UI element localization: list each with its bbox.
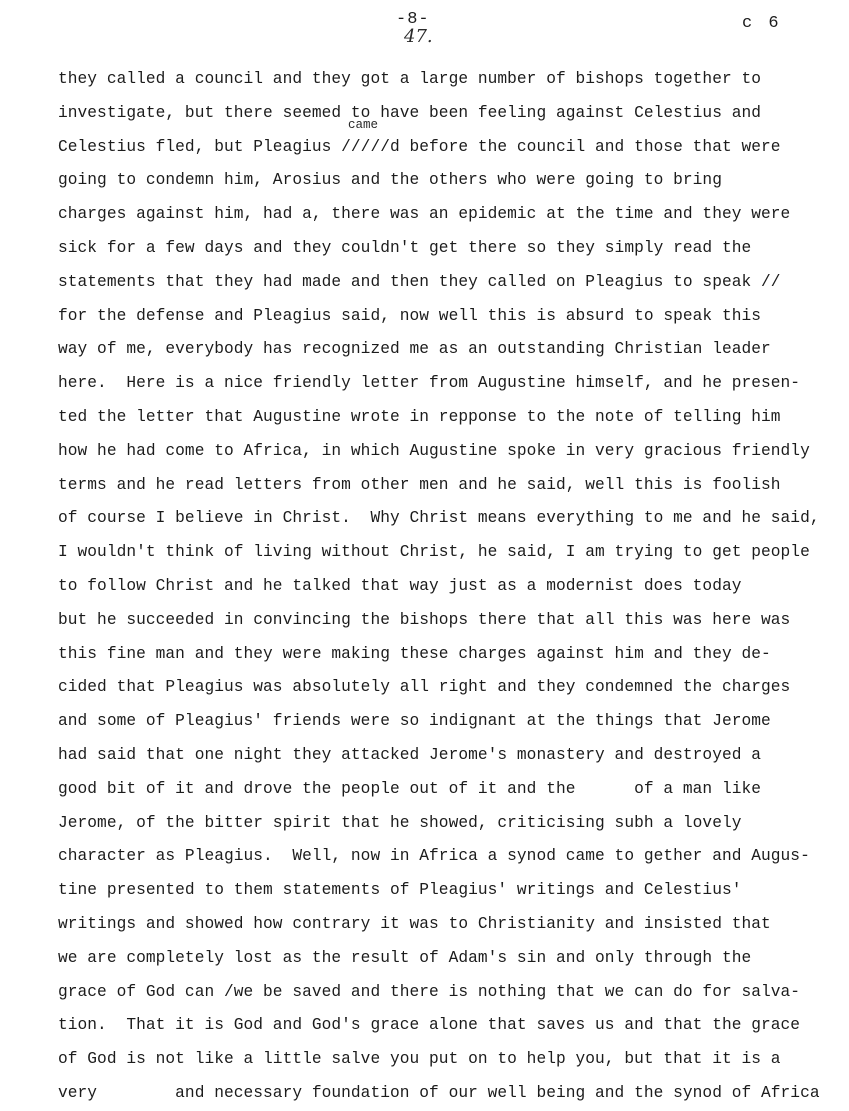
text-line: terms and he read letters from other men and he said, well this is foolish	[58, 475, 781, 494]
text-line: but he succeeded in convincing the bishops there that all this was here was	[58, 610, 791, 629]
text-line: we are completely lost as the result of Adam's sin and only through the	[58, 948, 752, 967]
text-line: Celestius fled, but Pleagius /////d before the council and those that were	[58, 137, 781, 156]
corner-mark: c 6	[742, 14, 782, 33]
interlinear-insertion: came	[348, 118, 379, 132]
text-line: tion. That it is God and God's grace alone that saves us and that the grace	[58, 1016, 801, 1035]
text-line: way of me, everybody has recognized me as an outstanding Christian leader	[58, 340, 771, 359]
text-line: to follow Christ and he talked that way just as a modernist does today	[58, 576, 742, 595]
text-line: this fine man and they were making these charges against him and they de-	[58, 644, 771, 663]
text-line: sick for a few days and they couldn't get there so they simply read the	[58, 238, 752, 257]
text-line: grace of God can /we be saved and there is nothing that we can do for salva-	[58, 982, 801, 1001]
text-line: how he had come to Africa, in which Augustine spoke in very gracious friendly	[58, 441, 810, 460]
text-line: for the defense and Pleagius said, now well this is absurd to speak this	[58, 306, 762, 325]
text-line: and some of Pleagius' friends were so indignant at the things that Jerome	[58, 712, 771, 731]
text-line: going to condemn him, Arosius and the others who were going to bring	[58, 171, 722, 190]
text-line: had said that one night they attacked Jerome's monastery and destroyed a	[58, 745, 762, 764]
text-line: very and necessary foundation of our well being and the synod of Africa	[58, 1083, 820, 1102]
text-line: tine presented to them statements of Pleagius' writings and Celestius'	[58, 881, 742, 900]
text-line: of God is not like a little salve you put on to help you, but that it is a	[58, 1050, 781, 1069]
text-line: character as Pleagius. Well, now in Africa a synod came to gether and Augus-	[58, 847, 810, 866]
page-number-typed: -8-	[396, 10, 430, 29]
text-line: I wouldn't think of living without Christ, he said, I am trying to get people	[58, 543, 810, 562]
text-line: good bit of it and drove the people out of it and the of a man like	[58, 779, 762, 798]
text-line: Jerome, of the bitter spirit that he showed, criticising subh a lovely	[58, 813, 742, 832]
text-line: investigate, but there seemed to have been feeling against Celestius and	[58, 103, 762, 122]
page-number-handwritten: 47.	[404, 26, 433, 47]
text-line: writings and showed how contrary it was to Christianity and insisted that	[58, 914, 771, 933]
text-line: they called a council and they got a large number of bishops together to	[58, 70, 762, 88]
text-line: cided that Pleagius was absolutely all right and they condemned the charges	[58, 678, 791, 697]
text-line: ted the letter that Augustine wrote in repponse to the note of telling him	[58, 407, 781, 426]
text-line: of course I believe in Christ. Why Christ means everything to me and he said,	[58, 509, 820, 528]
text-line: statements that they had made and then they called on Pleagius to speak //	[58, 272, 781, 291]
text-line: here. Here is a nice friendly letter from Augustine himself, and he presen-	[58, 374, 801, 393]
body-text	[58, 63, 848, 1111]
text-line: charges against him, had a, there was an epidemic at the time and they were	[58, 205, 791, 224]
